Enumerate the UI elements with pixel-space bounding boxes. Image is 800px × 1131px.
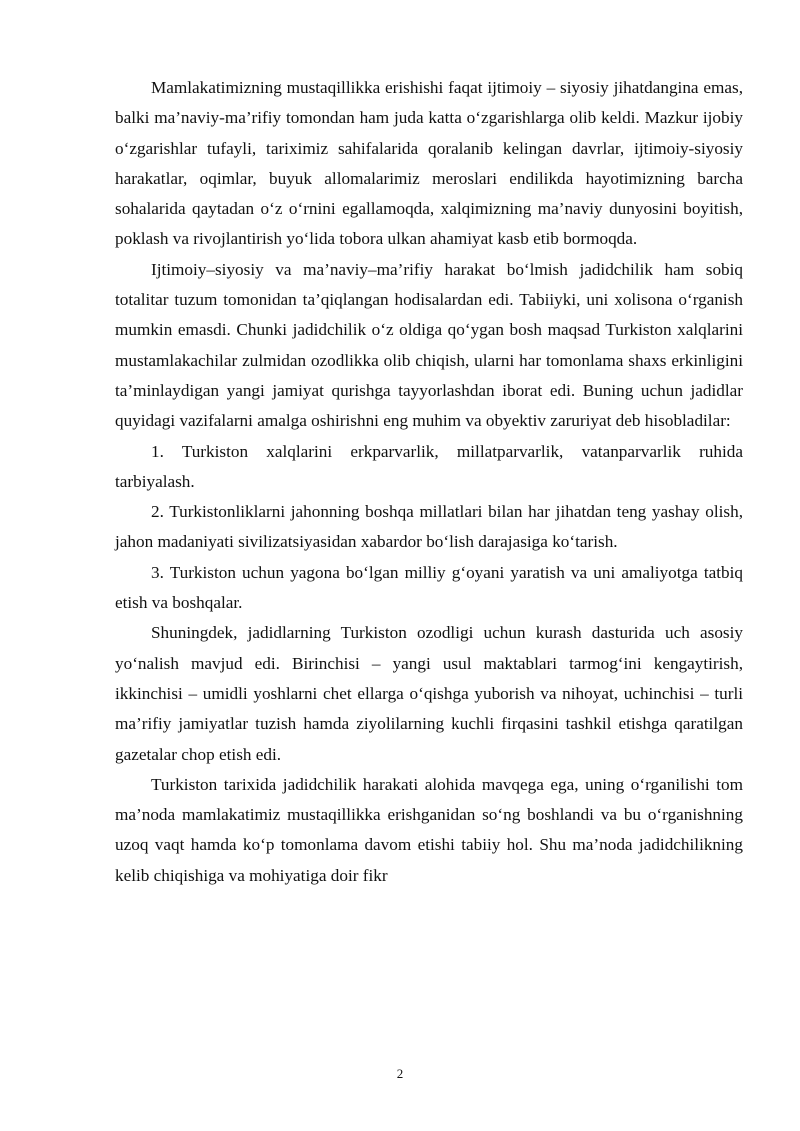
list-item-1: 1. Turkiston xalqlarini erkparvarlik, millatparvarlik, vatanparvarlik ruhida tarbiyalash. <box>115 441 743 491</box>
list-item-3: 3. Turkiston uchun yagona bo‘lgan milliy g‘oyani yaratish va uni amaliyotga tatbiq etish va boshqalar. <box>115 562 743 613</box>
page-number: 2 <box>396 1066 404 1081</box>
paragraph-jadidism: Ijtimoiy–siyosiy va ma’naviy–ma’rifiy harakat bo‘lmish jadidchilik ham sobiq totalitar tuzum tomonidan ta’qiqlangan hodisalardan edi. Tabiiyki, uni xolisona o‘rganish mumkin emasdi. Chunki jadidchilik o‘z oldiga qo‘ygan bosh maqsad Turkiston xalqlarini mustamlakachilar zulmidan ozodlikka olib chiqish, ularni har tomonlama shaxs erkinligini ta’minlaydigan yangi jamiyat qurishga tayyorlashdan iborat edi. Buning uchun jadidlar quyidagi vazifalarni amalga oshirishni eng muhim va obyektiv zaruriyat deb hisobladilar: <box>115 259 743 431</box>
body-text <box>115 73 743 891</box>
paragraph-program: Shuningdek, jadidlarning Turkiston ozodligi uchun kurash dasturida uch asosiy yo‘nalish mavjud edi. Birinchisi – yangi usul maktablari tarmog‘ini kengaytirish, ikkinchisi – umidli yoshlarni chet ellarga o‘qishga yuborish va nihoyat, uchinchisi – turli ma’rifiy jamiyatlar tuzish hamda ziyolilarning kuchli firqasini tashkil etishga qaratilgan gazetalar chop etish edi. <box>115 623 743 764</box>
paragraph-intro: Mamlakatimizning mustaqillikka erishishi faqat ijtimoiy – siyosiy jihatdangina emas, balki ma’naviy-ma’rifiy tomondan ham juda katta o‘zgarishlarga olib keldi. Mazkur ijobiy o‘zgarishlar tufayli, tariximiz sahifalarida qoralanib kelingan davrlar, ijtimoiy-siyosiy harakatlar, oqimlar, buyuk allomalarimiz meroslari endilikda hayotimizning barcha sohalarida qaytadan o‘z o‘rnini egallamoqda, xalqimizning ma’naviy dunyosini boyitish, poklash va rivojlantirish yo‘lida tobora ulkan ahamiyat kasb etib bormoqda. <box>115 78 743 249</box>
list-item-2: 2. Turkistonliklarni jahonning boshqa millatlari bilan har jihatdan teng yashay olish, jahon madaniyati sivilizatsiyasidan xabardor bo‘lish darajasiga ko‘tarish. <box>115 502 743 552</box>
paragraph-history: Turkiston tarixida jadidchilik harakati alohida mavqega ega, uning o‘rganilishi tom ma’noda mamlakatimiz mustaqillikka erishganidan so‘ng boshlandi va bu o‘rganishning uzoq vaqt hamda ko‘p tomonlama davom etishi tabiiy hol. Shu ma’noda jadidchilikning kelib chiqishiga va mohiyatiga doir fikr <box>115 774 743 885</box>
